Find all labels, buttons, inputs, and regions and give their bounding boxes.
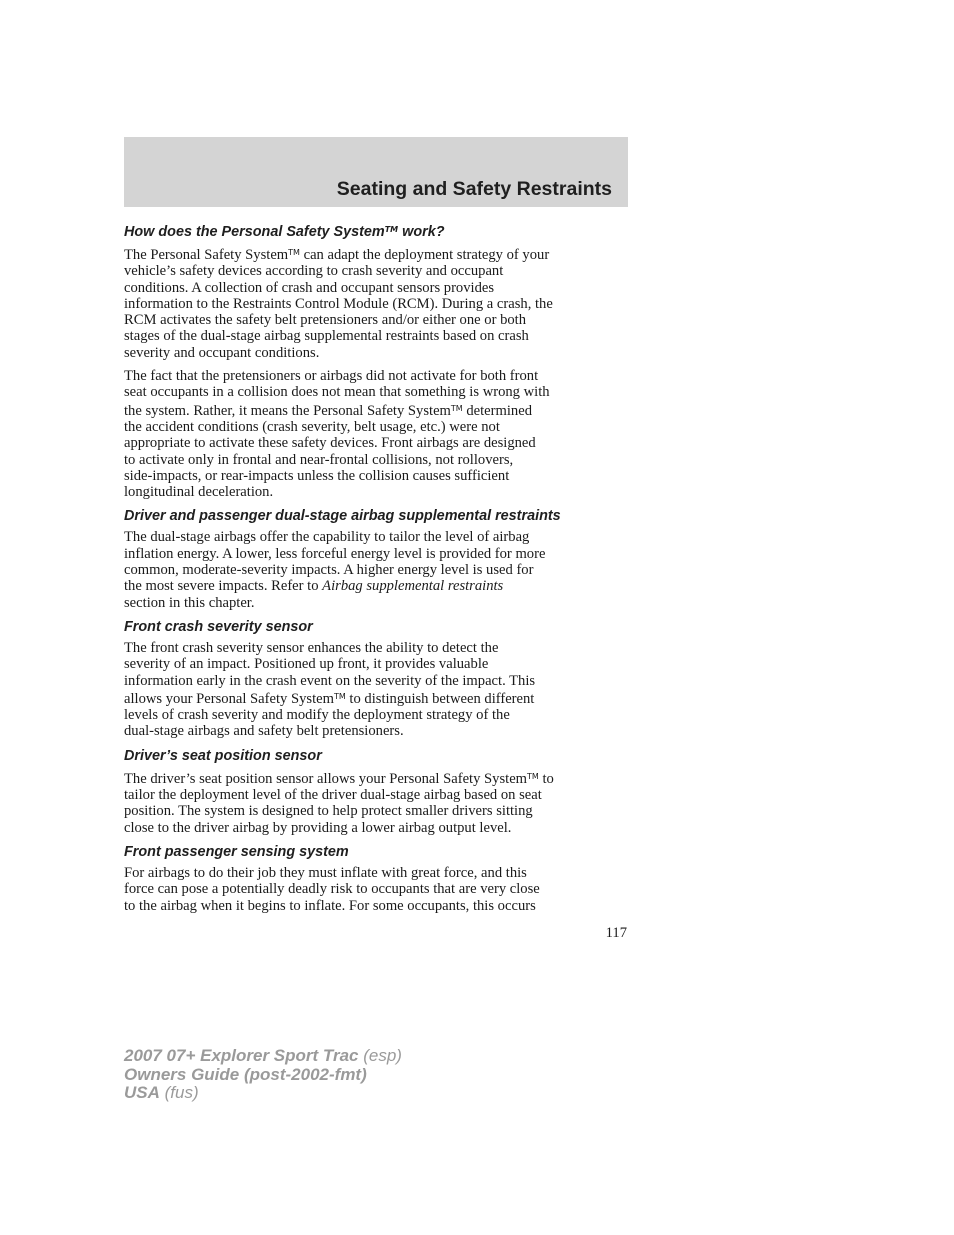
trademark-icon: TM: [333, 691, 346, 701]
paragraph-seat-position-sensor: The driver’s seat position sensor allows your Personal Safety System™ to tailor the deployment level of the driver dual-stage airbag based on seat position. The system is designed to help protect smaller drivers sitting close to the driver airbag by providing a lower airbag output level.: [124, 770, 554, 836]
heading-seat-position-sensor: Driver’s seat position sensor: [124, 747, 322, 764]
heading-dual-stage-airbag: Driver and passenger dual-stage airbag supplemental restraints: [124, 508, 561, 525]
trademark-icon: TM: [527, 771, 539, 781]
trademark-icon: TM: [450, 403, 463, 413]
trademark-icon: TM: [288, 248, 300, 257]
trademark-icon: TM: [384, 225, 399, 234]
paragraph-pss-intro: The Personal Safety System™ can adapt the deployment strategy of your vehicle’s safety devices according to crash severity and occupant conditions. A collection of crash and occupant sensors provides information to the Restraints Control Module (RCM). During a crash, the RCM activates the safety belt pretensioners and/or either one or both stages of the dual-stage airbag supplemental restraints based on crash severity and occupant conditions.: [124, 247, 553, 361]
paragraph-front-crash-sensor: The front crash severity sensor enhances the ability to detect the severity of an impact. Positioned up front, it provides valuable information early in the crash event on the severity of the impact. This allows your Personal Safety System™ to distinguish between different levels of crash severity and modify the deployment strategy of the dual-stage airbags and safety belt pretensioners.: [124, 639, 536, 740]
document-footer: 2007 07+ Explorer Sport Trac (esp) Owners Guide (post-2002-fmt) USA (fus): [124, 1046, 402, 1102]
paragraph-pss-activation: The fact that the pretensioners or airbags did not activate for both front seat occupants in a collision does not mean that something is wrong with the system. Rather, it means the Personal Safety System™ determined the accident conditions (crash severity, belt usage, etc.) were not appropriate to activate these safety devices. Front airbags are designed to activate only in frontal and near-frontal collisions, not rollovers, side-impacts, or rear-impacts unless the collision causes sufficient longitudinal deceleration.: [124, 368, 550, 501]
heading-front-crash-sensor: Front crash severity sensor: [124, 618, 313, 635]
paragraph-dual-stage-airbag: The dual-stage airbags offer the capability to tailor the level of airbag inflation energy. A lower, less forceful energy level is provided for more common, moderate-severity impacts. A higher energy level is used for the most severe impacts. Refer to Airbag supplemental restraints section in this chapter.: [124, 529, 546, 611]
heading-passenger-sensing: Front passenger sensing system: [124, 843, 349, 860]
heading-personal-safety-system: How does the Personal Safety System™ work?: [124, 224, 445, 240]
cross-reference: Airbag supplemental restraints: [322, 578, 504, 595]
page-content: [124, 220, 630, 921]
page-number: 117: [605, 925, 627, 941]
section-title: Seating and Safety Restraints: [336, 178, 612, 200]
section-header-band: [124, 137, 628, 207]
paragraph-passenger-sensing: For airbags to do their job they must inflate with great force, and this force can pose a potentially deadly risk to occupants that are very close to the airbag when it begins to inflate. For some occupants, this occurs: [124, 864, 540, 914]
